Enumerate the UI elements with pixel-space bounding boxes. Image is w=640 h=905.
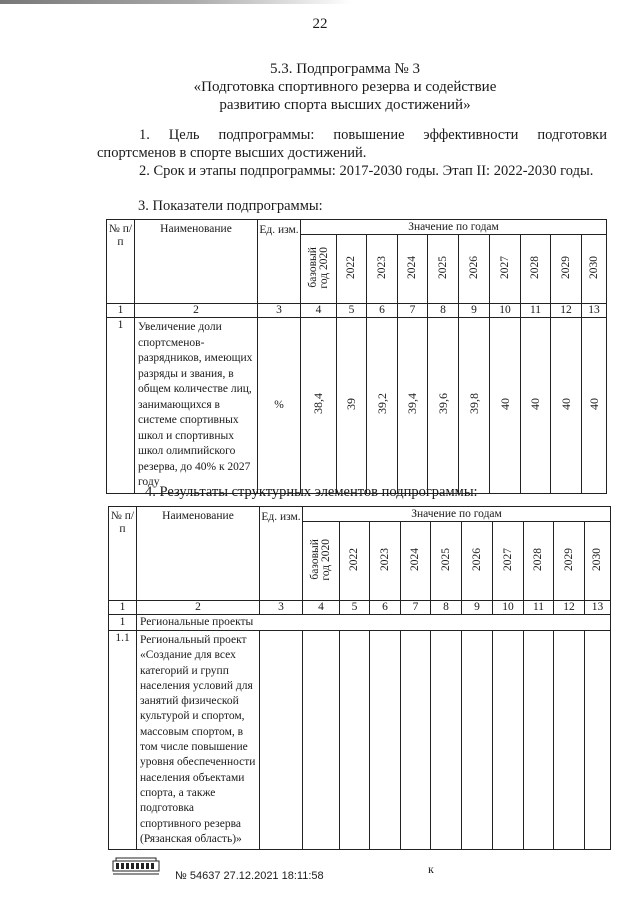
header-year: 2024 xyxy=(401,522,431,601)
document-stamp-icon xyxy=(112,855,160,877)
header-year: базовый год 2020 xyxy=(303,522,340,601)
header-year: 2026 xyxy=(462,522,493,601)
header-year: 2029 xyxy=(554,522,585,601)
value-cell: 40 xyxy=(551,318,582,494)
result-name: Региональный проект «Создание для всех категорий и групп населения условий для занятий физической культурой и спортом, массовым спортом, в том числе повышение уровня обеспеченности населения объектами спорта, а также подготовка спортивного резерва (Рязанская область)» xyxy=(137,631,260,850)
indicator-name: Увеличение доли спортсменов-разрядников, имеющих разряды и звания, в общем количестве лиц, занимающихся в системе спортивных школ и спортивных школ олимпийского резерва, до 40% к 2027 году xyxy=(135,318,258,494)
subprogram-heading xyxy=(130,60,560,114)
col-index: 8 xyxy=(428,304,459,318)
value-cell: 40 xyxy=(582,318,607,494)
section-name: Региональные проекты xyxy=(137,615,611,631)
empty-cell xyxy=(260,631,303,850)
header-year: базовый год 2020 xyxy=(301,235,337,304)
empty-cell xyxy=(340,631,370,850)
row-num: 1 xyxy=(107,318,135,494)
header-year: 2028 xyxy=(524,522,554,601)
header-year: 2026 xyxy=(459,235,490,304)
heading-line-1: 5.3. Подпрограмма № 3 xyxy=(270,61,420,77)
section-num: 1 xyxy=(109,615,137,631)
col-index: 9 xyxy=(459,304,490,318)
value-cell: 39,2 xyxy=(367,318,398,494)
table-row xyxy=(107,318,607,494)
header-unit: Ед. изм. xyxy=(258,220,301,304)
col-index: 6 xyxy=(370,601,401,615)
col-index: 11 xyxy=(524,601,554,615)
header-year: 2028 xyxy=(521,235,551,304)
results-table xyxy=(108,506,611,850)
header-unit: Ед. изм. xyxy=(260,507,303,601)
empty-cell xyxy=(401,631,431,850)
header-year: 2024 xyxy=(398,235,428,304)
col-index: 12 xyxy=(554,601,585,615)
col-index: 7 xyxy=(398,304,428,318)
header-year: 2029 xyxy=(551,235,582,304)
value-cell: 39 xyxy=(337,318,367,494)
empty-cell xyxy=(524,631,554,850)
empty-cell xyxy=(370,631,401,850)
goal-paragraph: 1. Цель подпрограммы: повышение эффективности подготовки спортсменов в спорте высших достижений. xyxy=(97,127,607,161)
header-year: 2025 xyxy=(431,522,462,601)
col-index: 4 xyxy=(301,304,337,318)
header-year: 2025 xyxy=(428,235,459,304)
col-index: 11 xyxy=(521,304,551,318)
header-values-group: Значение по годам xyxy=(303,507,611,522)
scan-edge-smudge xyxy=(0,0,640,4)
empty-cell xyxy=(462,631,493,850)
col-index: 10 xyxy=(490,304,521,318)
value-cell: 38,4 xyxy=(301,318,337,494)
col-index: 1 xyxy=(107,304,135,318)
col-index: 9 xyxy=(462,601,493,615)
indicators-title: 3. Показатели подпрограммы: xyxy=(138,198,323,214)
col-index: 1 xyxy=(109,601,137,615)
value-cell: 39,6 xyxy=(428,318,459,494)
header-year: 2022 xyxy=(340,522,370,601)
column-index-row xyxy=(109,601,611,615)
table-row xyxy=(109,631,611,850)
value-cell: 39,8 xyxy=(459,318,490,494)
col-index: 2 xyxy=(137,601,260,615)
col-index: 3 xyxy=(260,601,303,615)
empty-cell xyxy=(303,631,340,850)
header-name: Наименование xyxy=(135,220,258,304)
col-index: 8 xyxy=(431,601,462,615)
indicators-table xyxy=(106,219,607,494)
col-index: 5 xyxy=(340,601,370,615)
col-index: 2 xyxy=(135,304,258,318)
value-cell: 39,4 xyxy=(398,318,428,494)
page-number: 22 xyxy=(312,16,328,32)
header-year: 2022 xyxy=(337,235,367,304)
col-index: 5 xyxy=(337,304,367,318)
header-name: Наименование xyxy=(137,507,260,601)
col-index: 10 xyxy=(493,601,524,615)
indicator-unit: % xyxy=(258,318,301,494)
empty-cell xyxy=(554,631,585,850)
empty-cell xyxy=(493,631,524,850)
header-year: 2030 xyxy=(585,522,611,601)
col-index: 3 xyxy=(258,304,301,318)
heading-line-3: развитию спорта высших достижений» xyxy=(219,97,471,113)
header-num: № п/п xyxy=(107,220,135,304)
registration-stamp: № 54637 27.12.2021 18:11:58 xyxy=(175,870,324,882)
header-year: 2023 xyxy=(367,235,398,304)
header-year: 2023 xyxy=(370,522,401,601)
header-num: № п/п xyxy=(109,507,137,601)
term-paragraph: 2. Срок и этапы подпрограммы: 2017-2030 годы. Этап II: 2022-2030 годы. xyxy=(139,163,594,179)
col-index: 13 xyxy=(585,601,611,615)
col-index: 13 xyxy=(582,304,607,318)
header-year: 2030 xyxy=(582,235,607,304)
header-year: 2027 xyxy=(490,235,521,304)
results-title: 4. Результаты структурных элементов подпрограммы: xyxy=(145,484,478,500)
header-year: 2027 xyxy=(493,522,524,601)
row-num: 1.1 xyxy=(109,631,137,850)
col-index: 4 xyxy=(303,601,340,615)
col-index: 7 xyxy=(401,601,431,615)
handwritten-mark: к xyxy=(428,862,434,876)
col-index: 6 xyxy=(367,304,398,318)
section-row xyxy=(109,615,611,631)
col-index: 12 xyxy=(551,304,582,318)
column-index-row xyxy=(107,304,607,318)
empty-cell xyxy=(585,631,611,850)
value-cell: 40 xyxy=(521,318,551,494)
value-cell: 40 xyxy=(490,318,521,494)
header-values-group: Значение по годам xyxy=(301,220,607,235)
empty-cell xyxy=(431,631,462,850)
heading-line-2: «Подготовка спортивного резерва и содействие xyxy=(193,79,497,95)
